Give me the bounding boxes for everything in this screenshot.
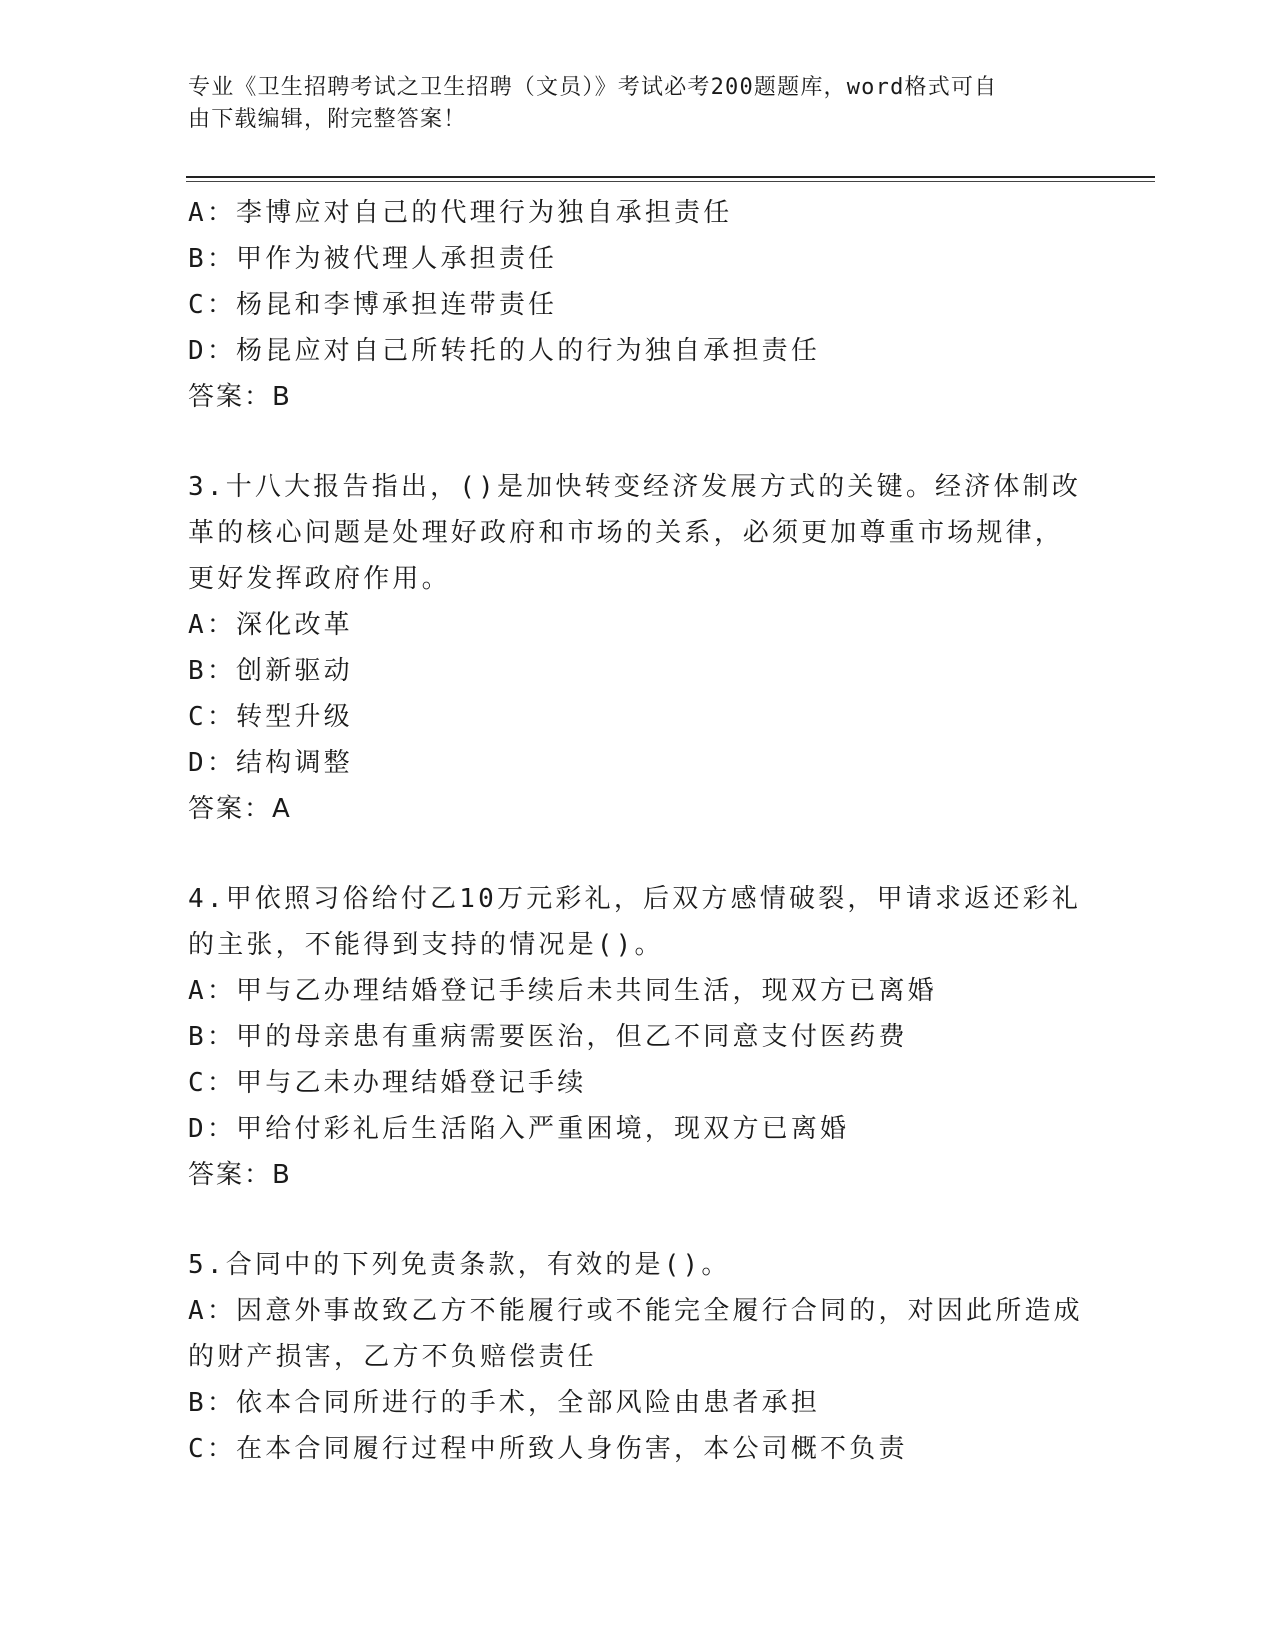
option-d: D：杨昆应对自己所转托的人的行为独自承担责任 xyxy=(188,336,821,366)
option-d: D：甲给付彩礼后生活陷入严重困境，现双方已离婚 xyxy=(188,1114,850,1144)
option-c: C：甲与乙未办理结婚登记手续 xyxy=(188,1068,587,1098)
question-stem-line: 的主张，不能得到支持的情况是()。 xyxy=(188,930,664,960)
question-stem-line: 5.合同中的下列免责条款，有效的是()。 xyxy=(188,1250,731,1280)
spacer xyxy=(188,420,1088,464)
option-b: B：甲作为被代理人承担责任 xyxy=(188,244,558,274)
option-c: C：转型升级 xyxy=(188,702,353,732)
option-d: D：结构调整 xyxy=(188,748,353,778)
question-list xyxy=(188,190,1088,1472)
answer: 答案：B xyxy=(188,1160,292,1190)
question-stem-line: 3.十八大报告指出，()是加快转变经济发展方式的关键。经济体制改 xyxy=(188,472,1082,502)
header-divider-thin xyxy=(186,181,1155,182)
option-b: B：依本合同所进行的手术，全部风险由患者承担 xyxy=(188,1388,821,1418)
spacer xyxy=(188,832,1088,876)
option-c: C：在本合同履行过程中所致人身伤害，本公司概不负责 xyxy=(188,1434,908,1464)
question-stem-line: 革的核心问题是处理好政府和市场的关系，必须更加尊重市场规律， xyxy=(188,518,1065,548)
answer: 答案：B xyxy=(188,382,292,412)
option-a: A：因意外事故致乙方不能履行或不能完全履行合同的，对因此所造成 xyxy=(188,1296,1083,1326)
question-5 xyxy=(188,1242,1088,1472)
spacer xyxy=(188,1198,1088,1242)
header-line-1: 专业《卫生招聘考试之卫生招聘（文员）》考试必考200题题库，word格式可自 xyxy=(188,75,998,100)
option-c: C：杨昆和李博承担连带责任 xyxy=(188,290,558,320)
option-a-continued: 的财产损害，乙方不负赔偿责任 xyxy=(188,1342,597,1372)
answer: 答案：A xyxy=(188,794,292,824)
document-header xyxy=(188,72,1088,136)
question-2 xyxy=(188,190,1088,420)
option-b: B：甲的母亲患有重病需要医治，但乙不同意支付医药费 xyxy=(188,1022,908,1052)
question-4 xyxy=(188,876,1088,1198)
question-3 xyxy=(188,464,1088,832)
option-a: A：甲与乙办理结婚登记手续后未共同生活，现双方已离婚 xyxy=(188,976,937,1006)
question-stem-line: 4.甲依照习俗给付乙10万元彩礼，后双方感情破裂，甲请求返还彩礼 xyxy=(188,884,1082,914)
header-line-2: 由下载编辑，附完整答案！ xyxy=(188,107,467,132)
option-a: A：深化改革 xyxy=(188,610,353,640)
option-b: B：创新驱动 xyxy=(188,656,353,686)
header-divider-thick xyxy=(186,176,1155,178)
option-a: A：李博应对自己的代理行为独自承担责任 xyxy=(188,198,733,228)
question-stem-line: 更好发挥政府作用。 xyxy=(188,564,451,594)
